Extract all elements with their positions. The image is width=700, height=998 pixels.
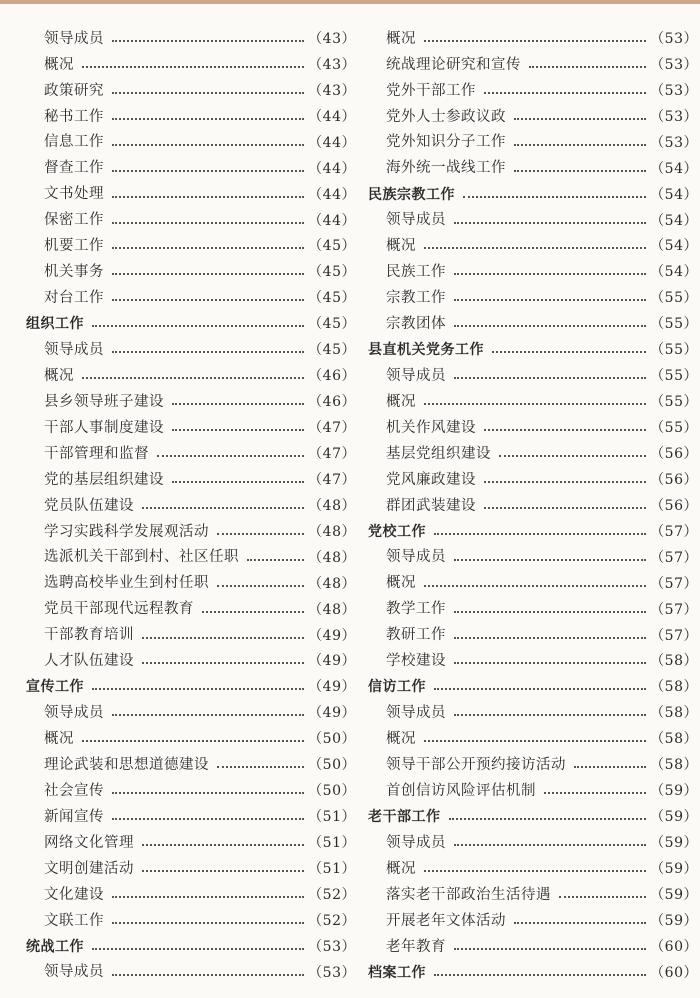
- dot-leader: [424, 585, 646, 587]
- toc-entry-title: 概况: [44, 56, 74, 73]
- toc-entry[interactable]: [26, 856, 356, 882]
- toc-entry-title: 党员干部现代远程教育: [44, 601, 194, 618]
- toc-page-number: （48）: [308, 549, 356, 566]
- toc-entry-title: 领导成员: [386, 549, 446, 566]
- dot-leader: [434, 533, 646, 535]
- toc-page-number: （54）: [650, 212, 698, 229]
- dot-leader: [112, 118, 304, 120]
- toc-entry-title: 选聘高校毕业生到村任职: [44, 575, 209, 592]
- toc-entry[interactable]: [26, 389, 356, 415]
- dot-leader: [424, 740, 646, 742]
- dot-leader: [454, 948, 646, 950]
- toc-page-number: （53）: [650, 134, 698, 151]
- toc-entry[interactable]: [368, 571, 698, 597]
- toc-entry-title: 宗教团体: [386, 316, 446, 333]
- toc-entry[interactable]: [368, 908, 698, 934]
- toc-left-column: [26, 26, 356, 986]
- toc-section-heading[interactable]: [368, 337, 698, 363]
- toc-entry-title: 民族宗教工作: [368, 186, 455, 203]
- toc-entry[interactable]: [368, 700, 698, 726]
- dot-leader: [484, 481, 646, 483]
- toc-page-number: （48）: [308, 575, 356, 592]
- toc-entry[interactable]: [26, 52, 356, 78]
- dot-leader: [112, 273, 304, 275]
- dot-leader: [157, 455, 304, 457]
- toc-section-heading[interactable]: [26, 674, 356, 700]
- toc-page-number: （59）: [650, 912, 698, 929]
- toc-page-number: （57）: [650, 549, 698, 566]
- toc-entry[interactable]: [368, 856, 698, 882]
- toc-entry[interactable]: [368, 156, 698, 182]
- toc-entry-title: 督查工作: [44, 160, 104, 177]
- toc-page-number: （55）: [650, 394, 698, 411]
- toc-entry[interactable]: [26, 78, 356, 104]
- toc-entry[interactable]: [368, 597, 698, 623]
- toc-entry-title: 理论武装和思想道德建设: [44, 756, 209, 773]
- toc-entry-title: 县乡领导班子建设: [44, 393, 164, 410]
- toc-entry-title: 人才队伍建设: [44, 653, 134, 670]
- toc-entry[interactable]: [26, 545, 356, 571]
- toc-entry-title: 文明创建活动: [44, 860, 134, 877]
- dot-leader: [514, 144, 646, 146]
- dot-leader: [454, 325, 646, 327]
- toc-entry-title: 文联工作: [44, 912, 104, 929]
- toc-entry[interactable]: [368, 752, 698, 778]
- toc-entry-title: 干部教育培训: [44, 627, 134, 644]
- toc-page-number: （55）: [650, 342, 698, 359]
- dot-leader: [172, 429, 304, 431]
- dot-leader: [454, 273, 646, 275]
- toc-entry-title: 领导成员: [44, 30, 104, 47]
- toc-section-heading[interactable]: [368, 804, 698, 830]
- toc-entry-title: 概况: [386, 731, 416, 748]
- toc-page-number: （57）: [650, 601, 698, 618]
- dot-leader: [514, 922, 646, 924]
- dot-leader: [454, 611, 646, 613]
- toc-page-number: （43）: [308, 56, 356, 73]
- toc-page-number: （58）: [650, 731, 698, 748]
- toc-entry-title: 领导干部公开预约接访活动: [386, 756, 566, 773]
- toc-page-number: （49）: [308, 627, 356, 644]
- toc-page-number: （58）: [650, 679, 698, 696]
- toc-page-number: （55）: [650, 316, 698, 333]
- toc-page-number: （48）: [308, 601, 356, 618]
- toc-entry-title: 机要工作: [44, 238, 104, 255]
- toc-page-number: （59）: [650, 835, 698, 852]
- toc-page-number: （50）: [308, 783, 356, 800]
- dot-leader: [82, 66, 304, 68]
- dot-leader: [112, 818, 304, 820]
- dot-leader: [112, 92, 304, 94]
- toc-entry[interactable]: [26, 208, 356, 234]
- toc-entry[interactable]: [368, 389, 698, 415]
- dot-leader: [454, 844, 646, 846]
- toc-entry-title: 党员队伍建设: [44, 497, 134, 514]
- toc-page-number: （49）: [308, 679, 356, 696]
- dot-leader: [454, 637, 646, 639]
- toc-entry-title: 老年教育: [386, 938, 446, 955]
- toc-page-number: （54）: [650, 264, 698, 281]
- toc-entry[interactable]: [26, 130, 356, 156]
- dot-leader: [112, 351, 304, 353]
- toc-page-number: （57）: [650, 575, 698, 592]
- dot-leader: [82, 377, 304, 379]
- toc-entry-title: 社会宣传: [44, 782, 104, 799]
- toc-entry-title: 民族工作: [386, 264, 446, 281]
- dot-leader: [484, 429, 646, 431]
- toc-page-number: （54）: [650, 186, 698, 203]
- toc-entry[interactable]: [368, 726, 698, 752]
- dot-leader: [112, 299, 304, 301]
- toc-entry[interactable]: [368, 649, 698, 675]
- dot-leader: [112, 792, 304, 794]
- toc-entry-title: 宗教工作: [386, 290, 446, 307]
- toc-entry-title: 教学工作: [386, 601, 446, 618]
- toc-page-number: （55）: [650, 290, 698, 307]
- toc-entry[interactable]: [26, 623, 356, 649]
- toc-entry[interactable]: [26, 649, 356, 675]
- toc-page-number: （47）: [308, 445, 356, 462]
- toc-entry-title: 政策研究: [44, 82, 104, 99]
- toc-entry-title: 概况: [386, 575, 416, 592]
- toc-entry[interactable]: [368, 259, 698, 285]
- toc-entry[interactable]: [368, 234, 698, 260]
- toc-entry[interactable]: [26, 337, 356, 363]
- dot-leader: [454, 559, 646, 561]
- toc-entry-title: 开展老年文体活动: [386, 912, 506, 929]
- toc-entry[interactable]: [26, 519, 356, 545]
- toc-entry-title: 保密工作: [44, 212, 104, 229]
- dot-leader: [574, 766, 646, 768]
- dot-leader: [217, 533, 304, 535]
- toc-page-number: （52）: [308, 886, 356, 903]
- toc-page-number: （45）: [308, 342, 356, 359]
- dot-leader: [112, 144, 304, 146]
- toc-entry-title: 落实老干部政治生活待遇: [386, 886, 551, 903]
- toc-entry-title: 领导成员: [386, 705, 446, 722]
- dot-leader: [112, 222, 304, 224]
- toc-entry-title: 信息工作: [44, 134, 104, 151]
- toc-page-number: （48）: [308, 523, 356, 540]
- toc-page-number: （56）: [650, 445, 698, 462]
- toc-entry[interactable]: [26, 441, 356, 467]
- toc-entry-title: 领导成员: [44, 341, 104, 358]
- toc-entry[interactable]: [26, 259, 356, 285]
- toc-page-number: （51）: [308, 860, 356, 877]
- toc-page-number: （51）: [308, 809, 356, 826]
- toc-entry-title: 领导成员: [386, 834, 446, 851]
- toc-entry[interactable]: [26, 960, 356, 986]
- toc-entry-title: 党风廉政建设: [386, 471, 476, 488]
- dot-leader: [514, 170, 646, 172]
- toc-page-number: （53）: [650, 56, 698, 73]
- toc-page-number: （53）: [308, 964, 356, 981]
- toc-page-number: （55）: [650, 368, 698, 385]
- toc-page-number: （47）: [308, 471, 356, 488]
- toc-entry-title: 组织工作: [26, 316, 84, 333]
- toc-entry[interactable]: [26, 908, 356, 934]
- toc-entry[interactable]: [368, 623, 698, 649]
- dot-leader: [112, 896, 304, 898]
- dot-leader: [454, 377, 646, 379]
- toc-entry-title: 概况: [44, 367, 74, 384]
- dot-leader: [142, 870, 304, 872]
- toc-page-number: （46）: [308, 394, 356, 411]
- toc-page-number: （44）: [308, 134, 356, 151]
- dot-leader: [544, 792, 646, 794]
- toc-entry[interactable]: [26, 778, 356, 804]
- toc-page-number: （50）: [308, 757, 356, 774]
- dot-leader: [514, 118, 646, 120]
- toc-entry[interactable]: [26, 597, 356, 623]
- toc-entry-title: 老干部工作: [368, 809, 441, 826]
- toc-page-number: （49）: [308, 705, 356, 722]
- dot-leader: [92, 688, 304, 690]
- toc-entry-title: 宣传工作: [26, 679, 84, 696]
- toc-entry[interactable]: [26, 182, 356, 208]
- toc-entry[interactable]: [368, 78, 698, 104]
- dot-leader: [112, 247, 304, 249]
- toc-entry[interactable]: [368, 545, 698, 571]
- dot-leader: [142, 507, 304, 509]
- dot-leader: [202, 611, 304, 613]
- toc-entry-title: 统战理论研究和宣传: [386, 56, 521, 73]
- toc-page-number: （55）: [650, 420, 698, 437]
- toc-section-heading[interactable]: [26, 311, 356, 337]
- dot-leader: [454, 222, 646, 224]
- dot-leader: [424, 40, 646, 42]
- toc-entry-title: 网络文化管理: [44, 834, 134, 851]
- toc-entry-title: 党外人士参政议政: [386, 108, 506, 125]
- toc-right-column: [368, 26, 698, 986]
- toc-entry[interactable]: [26, 234, 356, 260]
- toc-entry[interactable]: [26, 700, 356, 726]
- toc-entry-title: 基层党组织建设: [386, 445, 491, 462]
- toc-entry-title: 秘书工作: [44, 108, 104, 125]
- toc-entry[interactable]: [368, 882, 698, 908]
- toc-entry-title: 县直机关党务工作: [368, 342, 484, 359]
- toc-page-number: （57）: [650, 523, 698, 540]
- dot-leader: [484, 507, 646, 509]
- toc-entry[interactable]: [368, 311, 698, 337]
- toc-entry-title: 选派机关干部到村、社区任职: [44, 549, 239, 566]
- toc-entry[interactable]: [26, 467, 356, 493]
- toc-page-number: （58）: [650, 705, 698, 722]
- toc-entry-title: 学校建设: [386, 653, 446, 670]
- dot-leader: [492, 351, 646, 353]
- toc-entry[interactable]: [368, 26, 698, 52]
- dot-leader: [484, 92, 646, 94]
- toc-entry-title: 教研工作: [386, 627, 446, 644]
- toc-entry[interactable]: [368, 441, 698, 467]
- toc-page-number: （53）: [650, 30, 698, 47]
- toc-page-number: （53）: [650, 82, 698, 99]
- top-border: [0, 0, 700, 4]
- toc-page-number: （43）: [308, 82, 356, 99]
- toc-page-number: （53）: [650, 108, 698, 125]
- dot-leader: [142, 662, 304, 664]
- dot-leader: [92, 948, 304, 950]
- toc-page-number: （45）: [308, 264, 356, 281]
- toc-entry-title: 领导成员: [386, 212, 446, 229]
- toc-entry[interactable]: [26, 726, 356, 752]
- toc-section-heading[interactable]: [368, 674, 698, 700]
- dot-leader: [454, 714, 646, 716]
- toc-entry[interactable]: [26, 830, 356, 856]
- dot-leader: [449, 818, 647, 820]
- toc-page-number: （44）: [308, 186, 356, 203]
- toc-entry-title: 党外知识分子工作: [386, 134, 506, 151]
- toc-entry[interactable]: [26, 415, 356, 441]
- dot-leader: [247, 559, 304, 561]
- toc-entry-title: 机关事务: [44, 264, 104, 281]
- toc-entry-title: 档案工作: [368, 964, 426, 981]
- dot-leader: [217, 585, 304, 587]
- toc-entry[interactable]: [26, 104, 356, 130]
- toc-entry[interactable]: [26, 26, 356, 52]
- toc-page-number: （44）: [308, 212, 356, 229]
- toc-entry-title: 信访工作: [368, 679, 426, 696]
- dot-leader: [112, 40, 304, 42]
- toc-entry[interactable]: [368, 830, 698, 856]
- dot-leader: [559, 896, 646, 898]
- toc-page-number: （48）: [308, 497, 356, 514]
- toc-page-number: （45）: [308, 290, 356, 307]
- toc-entry-title: 统战工作: [26, 938, 84, 955]
- toc-page-number: （44）: [308, 108, 356, 125]
- toc-entry[interactable]: [26, 804, 356, 830]
- dot-leader: [172, 481, 304, 483]
- dot-leader: [454, 662, 646, 664]
- toc-entry-title: 群团武装建设: [386, 497, 476, 514]
- toc-page-number: （56）: [650, 471, 698, 488]
- toc-entry[interactable]: [368, 415, 698, 441]
- toc-page-number: （46）: [308, 368, 356, 385]
- dot-leader: [434, 974, 646, 976]
- toc-page-number: （43）: [308, 30, 356, 47]
- dot-leader: [424, 403, 646, 405]
- toc-entry[interactable]: [26, 493, 356, 519]
- toc-page-number: （49）: [308, 653, 356, 670]
- toc-entry-title: 概况: [386, 238, 416, 255]
- toc-entry[interactable]: [368, 778, 698, 804]
- toc-entry[interactable]: [368, 363, 698, 389]
- toc-entry-title: 对台工作: [44, 290, 104, 307]
- toc-page-number: （59）: [650, 809, 698, 826]
- toc-entry-title: 学习实践科学发展观活动: [44, 523, 209, 540]
- toc-page-number: （47）: [308, 420, 356, 437]
- toc-entry-title: 概况: [386, 30, 416, 47]
- toc-entry[interactable]: [368, 208, 698, 234]
- toc-entry[interactable]: [368, 493, 698, 519]
- toc-section-heading[interactable]: [368, 960, 698, 986]
- dot-leader: [112, 714, 304, 716]
- toc-entry-title: 领导成员: [386, 367, 446, 384]
- dot-leader: [454, 299, 646, 301]
- toc-page-number: （59）: [650, 886, 698, 903]
- toc-entry-title: 机关作风建设: [386, 419, 476, 436]
- toc-entry-title: 党外干部工作: [386, 82, 476, 99]
- toc-page-number: （56）: [650, 497, 698, 514]
- toc-entry[interactable]: [368, 104, 698, 130]
- dot-leader: [434, 688, 646, 690]
- toc-entry-title: 领导成员: [44, 705, 104, 722]
- toc-entry[interactable]: [26, 882, 356, 908]
- toc-entry-title: 新闻宣传: [44, 808, 104, 825]
- toc-entry[interactable]: [26, 285, 356, 311]
- toc-entry-title: 党校工作: [368, 523, 426, 540]
- dot-leader: [112, 974, 304, 976]
- toc-page-number: （60）: [650, 964, 698, 981]
- toc-section-heading[interactable]: [368, 182, 698, 208]
- toc-entry-title: 概况: [386, 393, 416, 410]
- dot-leader: [142, 637, 304, 639]
- toc-page-number: （51）: [308, 835, 356, 852]
- toc-page-number: （45）: [308, 238, 356, 255]
- toc-page-number: （45）: [308, 316, 356, 333]
- toc-section-heading[interactable]: [26, 934, 356, 960]
- toc-page-number: （53）: [308, 938, 356, 955]
- toc-entry[interactable]: [368, 52, 698, 78]
- toc-page-number: （44）: [308, 160, 356, 177]
- toc-entry-title: 概况: [44, 731, 74, 748]
- toc-entry[interactable]: [368, 285, 698, 311]
- toc-page-number: （57）: [650, 627, 698, 644]
- toc-entry[interactable]: [26, 156, 356, 182]
- dot-leader: [529, 66, 646, 68]
- toc-page-number: （54）: [650, 160, 698, 177]
- toc-page-number: （50）: [308, 731, 356, 748]
- dot-leader: [112, 922, 304, 924]
- dot-leader: [112, 196, 304, 198]
- toc-page-number: （59）: [650, 783, 698, 800]
- toc-page-number: （58）: [650, 757, 698, 774]
- toc-entry[interactable]: [368, 467, 698, 493]
- toc-entry[interactable]: [26, 752, 356, 778]
- dot-leader: [499, 455, 646, 457]
- toc-entry-title: 文化建设: [44, 886, 104, 903]
- toc-page-number: （60）: [650, 938, 698, 955]
- toc-page-number: （59）: [650, 860, 698, 877]
- dot-leader: [82, 740, 304, 742]
- dot-leader: [112, 170, 304, 172]
- dot-leader: [217, 766, 304, 768]
- toc-entry[interactable]: [26, 363, 356, 389]
- toc-entry[interactable]: [368, 934, 698, 960]
- toc-entry[interactable]: [26, 571, 356, 597]
- dot-leader: [424, 247, 646, 249]
- toc-entry-title: 领导成员: [44, 964, 104, 981]
- toc-entry-title: 党的基层组织建设: [44, 471, 164, 488]
- dot-leader: [142, 844, 304, 846]
- toc-entry-title: 干部管理和监督: [44, 445, 149, 462]
- toc-entry-title: 概况: [386, 860, 416, 877]
- toc-entry[interactable]: [368, 130, 698, 156]
- toc-entry-title: 文书处理: [44, 186, 104, 203]
- dot-leader: [463, 196, 646, 198]
- toc-page-number: （54）: [650, 238, 698, 255]
- dot-leader: [172, 403, 304, 405]
- toc-page-number: （52）: [308, 912, 356, 929]
- toc-entry-title: 首创信访风险评估机制: [386, 782, 536, 799]
- dot-leader: [92, 325, 304, 327]
- toc-page-number: （58）: [650, 653, 698, 670]
- toc-entry-title: 海外统一战线工作: [386, 160, 506, 177]
- toc-entry-title: 干部人事制度建设: [44, 419, 164, 436]
- toc-section-heading[interactable]: [368, 519, 698, 545]
- dot-leader: [424, 870, 646, 872]
